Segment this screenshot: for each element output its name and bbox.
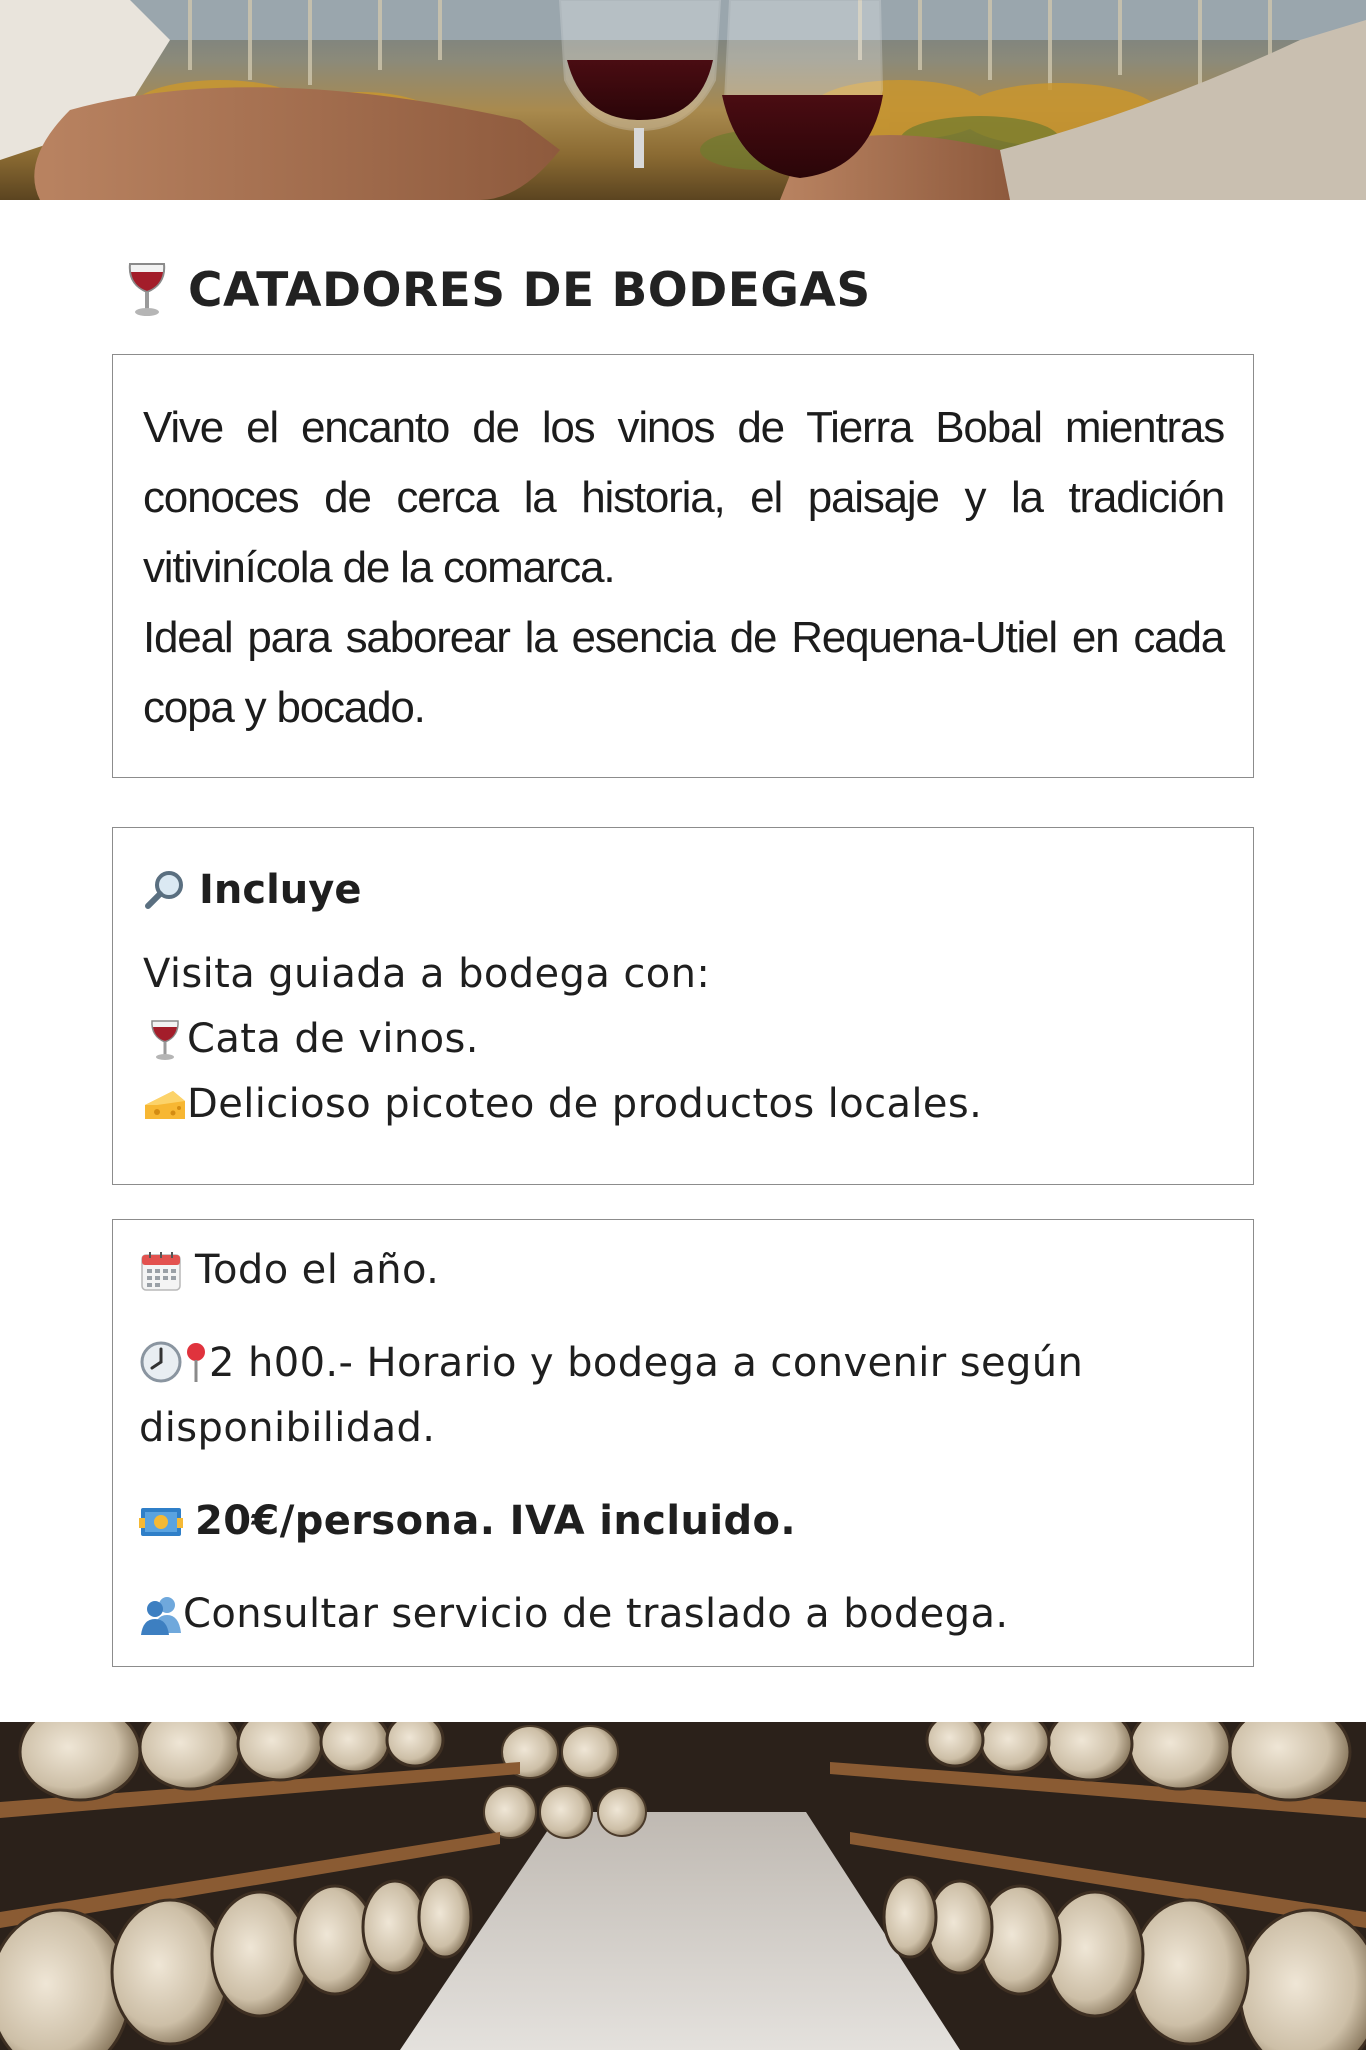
duration-text: 2 h00.- Horario y bodega a convenir según disponibilidad. bbox=[139, 1340, 1084, 1451]
includes-heading: Incluye bbox=[199, 867, 362, 913]
transfer-text: Consultar servicio de traslado a bodega. bbox=[183, 1591, 1009, 1637]
people-icon bbox=[139, 1593, 183, 1637]
page-title: CATADORES DE BODEGAS bbox=[188, 262, 871, 318]
list-item-label: Delicioso picoteo de productos locales. bbox=[187, 1081, 983, 1127]
wine-glass-icon bbox=[124, 262, 170, 318]
intro-box bbox=[112, 354, 1254, 778]
money-icon bbox=[139, 1500, 183, 1544]
hero-image bbox=[0, 0, 1366, 200]
season-text: Todo el año. bbox=[195, 1247, 440, 1293]
includes-intro-line: Visita guiada a bodega con: bbox=[143, 951, 711, 997]
clock-icon bbox=[139, 1340, 183, 1384]
wine-glass-icon bbox=[143, 1018, 187, 1062]
wine-barrels-photo bbox=[0, 1722, 1366, 2050]
info-box bbox=[112, 1219, 1254, 1667]
cellar-image bbox=[0, 1722, 1366, 2050]
vineyard-photo bbox=[0, 0, 1366, 200]
includes-box bbox=[112, 827, 1254, 1185]
price-line bbox=[139, 1489, 1227, 1554]
list-item bbox=[143, 1007, 1225, 1072]
transfer-line bbox=[139, 1582, 1227, 1647]
includes-heading-row bbox=[143, 860, 1225, 920]
page-title-row bbox=[124, 258, 871, 322]
pin-icon bbox=[183, 1340, 209, 1384]
list-item-label: Cata de vinos. bbox=[187, 1016, 479, 1062]
list-item bbox=[143, 1072, 1225, 1137]
cheese-icon bbox=[143, 1083, 187, 1127]
price-text: 20€/persona. IVA incluido. bbox=[195, 1498, 796, 1544]
season-line bbox=[139, 1238, 1227, 1303]
magnifier-icon bbox=[143, 868, 187, 912]
intro-paragraph: Vive el encanto de los vinos de Tierra Bobal mientras conoces de cerca la historia, el paisaje y la tradición vitivinícola de la comarca. bbox=[143, 403, 1224, 592]
calendar-icon bbox=[139, 1249, 183, 1293]
duration-line bbox=[139, 1331, 1227, 1461]
intro-paragraph: Ideal para saborear la esencia de Requena-Utiel en cada copa y bocado. bbox=[143, 613, 1224, 732]
